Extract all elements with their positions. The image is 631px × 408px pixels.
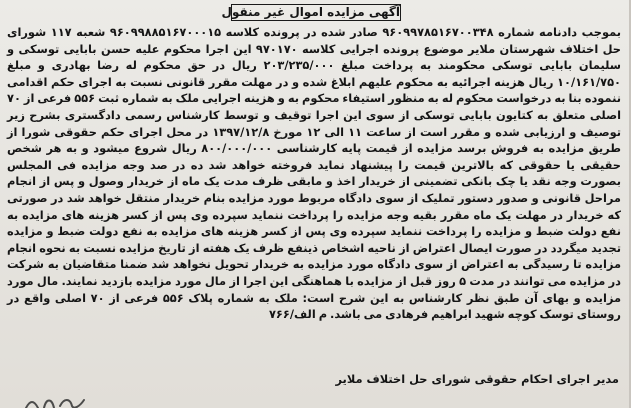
notice-signature: مدیر اجرای احکام حقوقی شورای حل اختلاف ملایر (335, 372, 619, 386)
handwritten-mark (22, 390, 88, 408)
notice-body: بموجب دادنامه شماره ۹۶۰۹۹۷۸۵۱۶۷۰۰۳۴۸ صادر شده در پرونده کلاسه ۹۶۰۹۹۸۸۵۱۶۷۰۰۰۱۵ شعبه ۱۱۷ شورای حل اختلاف شهرستان ملایر موضوع پرونده اجرایی کلاسه ۹۷۰۱۷۰ این اجرا محکوم علیه حسن بابایی توسکی و سلیمان بابایی توسکی محکومند به پرداخت مبلغ ۲۰۳/۲۳۵/۰۰۰ ریال در حق محکوم له رضا بهادری و مبلغ ۱۰/۱۶۱/۷۵۰ ریال هزینه اجرائیه به محکوم علیهم ابلاغ شده و در مهلت مقرر قانونی نسبت به اجرای حکم اقدامی ننموده بنا به درخواست محکوم له به منظور استیفاء محکوم به و هزینه اجرایی ملک به شماره ثبت ۵۵۶ فرعی از ۷۰ اصلی متعلق به کتایون بابایی توسکی از سوی این اجرا توقیف و توسط کارشناس رسمی دادگستری بشرح زیر توصیف و ارزیابی شده و مقرر است از ساعت ۱۱ الی ۱۲ مورخ ۱۳۹۷/۱۲/۸ در محل اجرای حکم حقوقی شورا از طریق مزایده به فروش برسد مزایده از قیمت پایه کارشناسی ۸۰۰/۰۰۰/۰۰۰ ریال شروع میشود و به هر شخص حقیقی یا حقوقی که بالاترین قیمت را پیشنهاد نماید فروخته خواهد شد ده در صد وجه مزایده فی المجلس بصورت وجه نقد یا چک بانکی تضمینی از خریدار اخذ و مابقی ظرف مدت یک ماه از خریدار وصول و پس از انجام مراحل قانونی و صدور دستور تملیک از سوی دادگاه مربوط مورد مزایده بنام خریدار منتقل خواهد شد در صورتی که خریدار در مهلت یک ماه مقرر بقیه وجه مزایده را پرداخت ننماید سپرده وی پس از کسر هزینه های مزایده به نفع دولت ضبط و مزایده را پرداخت ننماید سپرده وی پس از کسر هزینه های مزایده به نفع دولت ضبط و مزایده تجدید میگردد در صورت ایصال اعتراض از ناحیه اشخاص ذینفع ظرف یک هفته از تاریخ مزایده نسبت به نحوه انجام مزایده تا رسیدگی به اعتراض از سوی دادگاه مورد مزایده به خریدار تحویل نخواهد شد ضمنا متقاضیان به شرکت در مزایده می توانند در مدت ۵ روز قبل از مزایده با هماهنگی این اجرا از مال مورد مزایده بازدید نمایند. مال مورد مزایده و بهای آن طبق نظر کارشناس به این شرح است: ملک به شماره پلاک ۵۵۶ فرعی از ۷۰ اصلی واقع در روستای توسک کوچه شهید ابراهیم فرهادی می باشد. م الف/۷۶۶ (7, 25, 622, 322)
notice-title: آگهی مزایده اموال غیر منقول (221, 5, 400, 19)
